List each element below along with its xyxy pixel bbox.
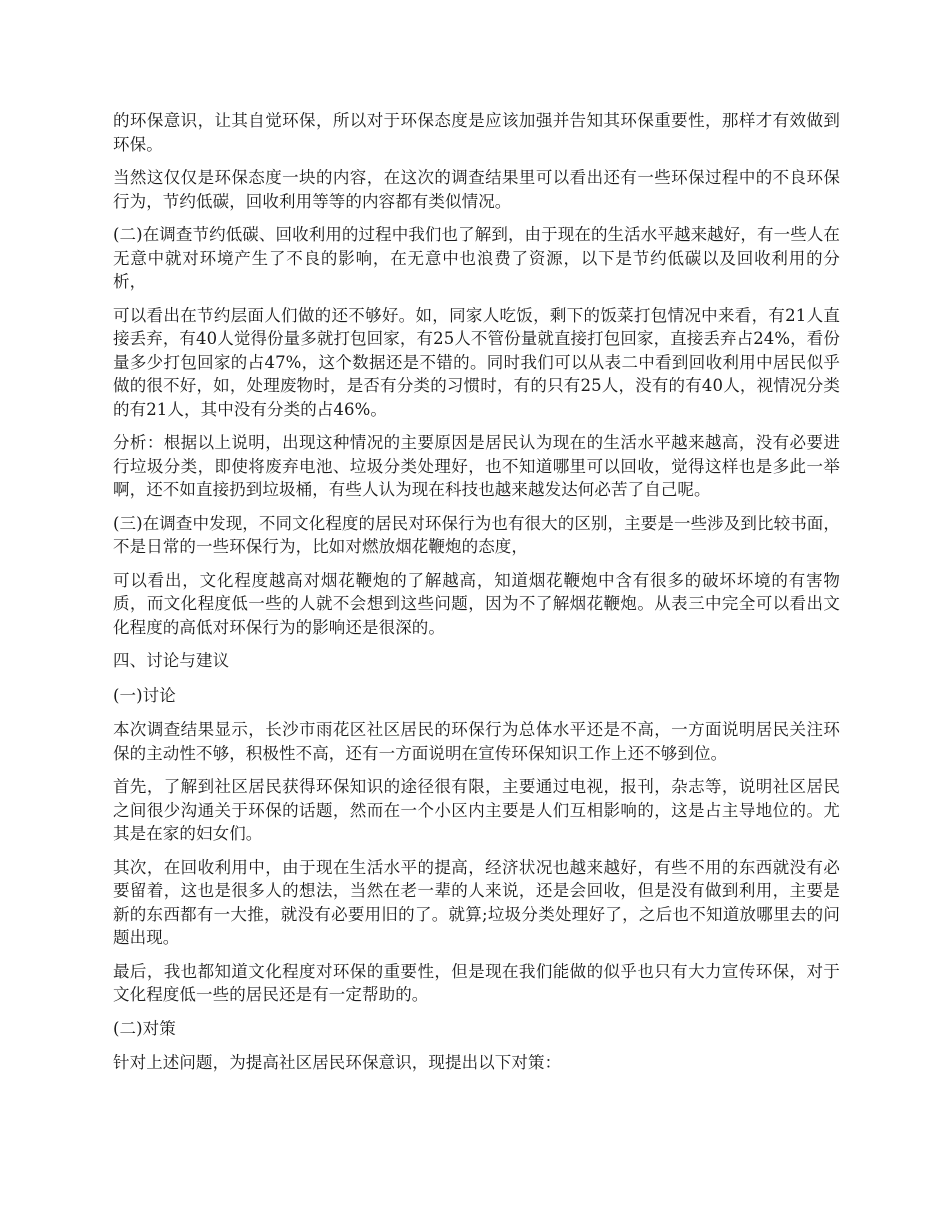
paragraph-section-3-intro: (三)在调查中发现，不同文化程度的居民对环保行为也有很大的区别，主要是一些涉及到比较书面，不是日常的一些环保行为，比如对燃放烟花鞭炮的态度，	[113, 513, 840, 556]
paragraph-finally: 最后，我也都知道文化程度对环保的重要性，但是现在我们能做的似乎也只有大力宣传环保，对于文化程度低一些的居民还是有一定帮助的。	[113, 961, 840, 1004]
paragraph-saving-data: 可以看出在节约层面人们做的还不够好。如，同家人吃饭，剩下的饭菜打包情况中来看，有21人直接丢弃，有40人觉得份量多就打包回家，有25人不管份量就直接打包回家，直接丢弃占24%，看份量多少打包回家的占47%，这个数据还是不错的。同时我们可以从表二中看到回收利用中居民似乎做的很不好，如，处理废物时，是否有分类的习惯时，有的只有25人，没有的有40人，视情况分类的有21人，其中没有分类的占46%。	[113, 305, 840, 419]
paragraph-section-2-intro: (二)在调查节约低碳、回收利用的过程中我们也了解到，由于现在的生活水平越来越好，有一些人在无意中就对环境产生了不良的影响，在无意中也浪费了资源，以下是节约低碳以及回收利用的分析，	[113, 225, 840, 291]
document-body	[113, 109, 840, 1085]
paragraph-environmental-awareness: 的环保意识，让其自觉环保，所以对于环保态度是应该加强并告知其环保重要性，那样才有效做到环保。	[113, 111, 840, 154]
subheading-discussion: (一)讨论	[113, 685, 176, 705]
paragraph-secondly: 其次，在回收利用中，由于现在生活水平的提高，经济状况也越来越好，有些不用的东西就没有必要留着，这也是很多人的想法，当然在老一辈的人来说，还是会回收，但是没有做到利用，主要是新的东西都有一大推，就没有必要用旧的了。就算;垃圾分类处理好了，之后也不知道放哪里去的问题出现。	[113, 857, 840, 947]
paragraph-survey-results: 本次调查结果显示，长沙市雨花区社区居民的环保行为总体水平还是不高，一方面说明居民关注环保的主动性不够，积极性不高，还有一方面说明在宣传环保知识工作上还不够到位。	[113, 720, 840, 763]
paragraph-countermeasures-intro: 针对上述问题，为提高社区居民环保意识，现提出以下对策：	[113, 1053, 562, 1072]
paragraph-firstly: 首先，了解到社区居民获得环保知识的途径很有限，主要通过电视，报刊，杂志等，说明社区居民之间很少沟通关于环保的话题，然而在一个小区内主要是人们互相影响的，这是占主导地位的。尤其是在家的妇女们。	[113, 777, 840, 843]
paragraph-analysis: 分析：根据以上说明，出现这种情况的主要原因是居民认为现在的生活水平越来越高，没有必要进行垃圾分类，即使将废弃电池、垃圾分类处理好，也不知道哪里可以回收，觉得这样也是多此一举啊，还不如直接扔到垃圾桶，有些人认为现在科技也越来越发达何必苦了自己呢。	[113, 433, 840, 499]
paragraph-attitude-summary: 当然这仅仅是环保态度一块的内容，在这次的调查结果里可以看出还有一些环保过程中的不良环保行为，节约低碳，回收利用等等的内容都有类似情况。	[113, 168, 840, 211]
paragraph-education-impact: 可以看出，文化程度越高对烟花鞭炮的了解越高，知道烟花鞭炮中含有很多的破坏坏境的有害物质，而文化程度低一些的人就不会想到这些问题，因为不了解烟花鞭炮。从表三中完全可以看出文化程度的高低对环保行为的影响还是很深的。	[113, 570, 840, 637]
section-heading-discussion-suggestions: 四、讨论与建议	[113, 651, 230, 670]
subheading-countermeasures: (二)对策	[113, 1018, 176, 1038]
